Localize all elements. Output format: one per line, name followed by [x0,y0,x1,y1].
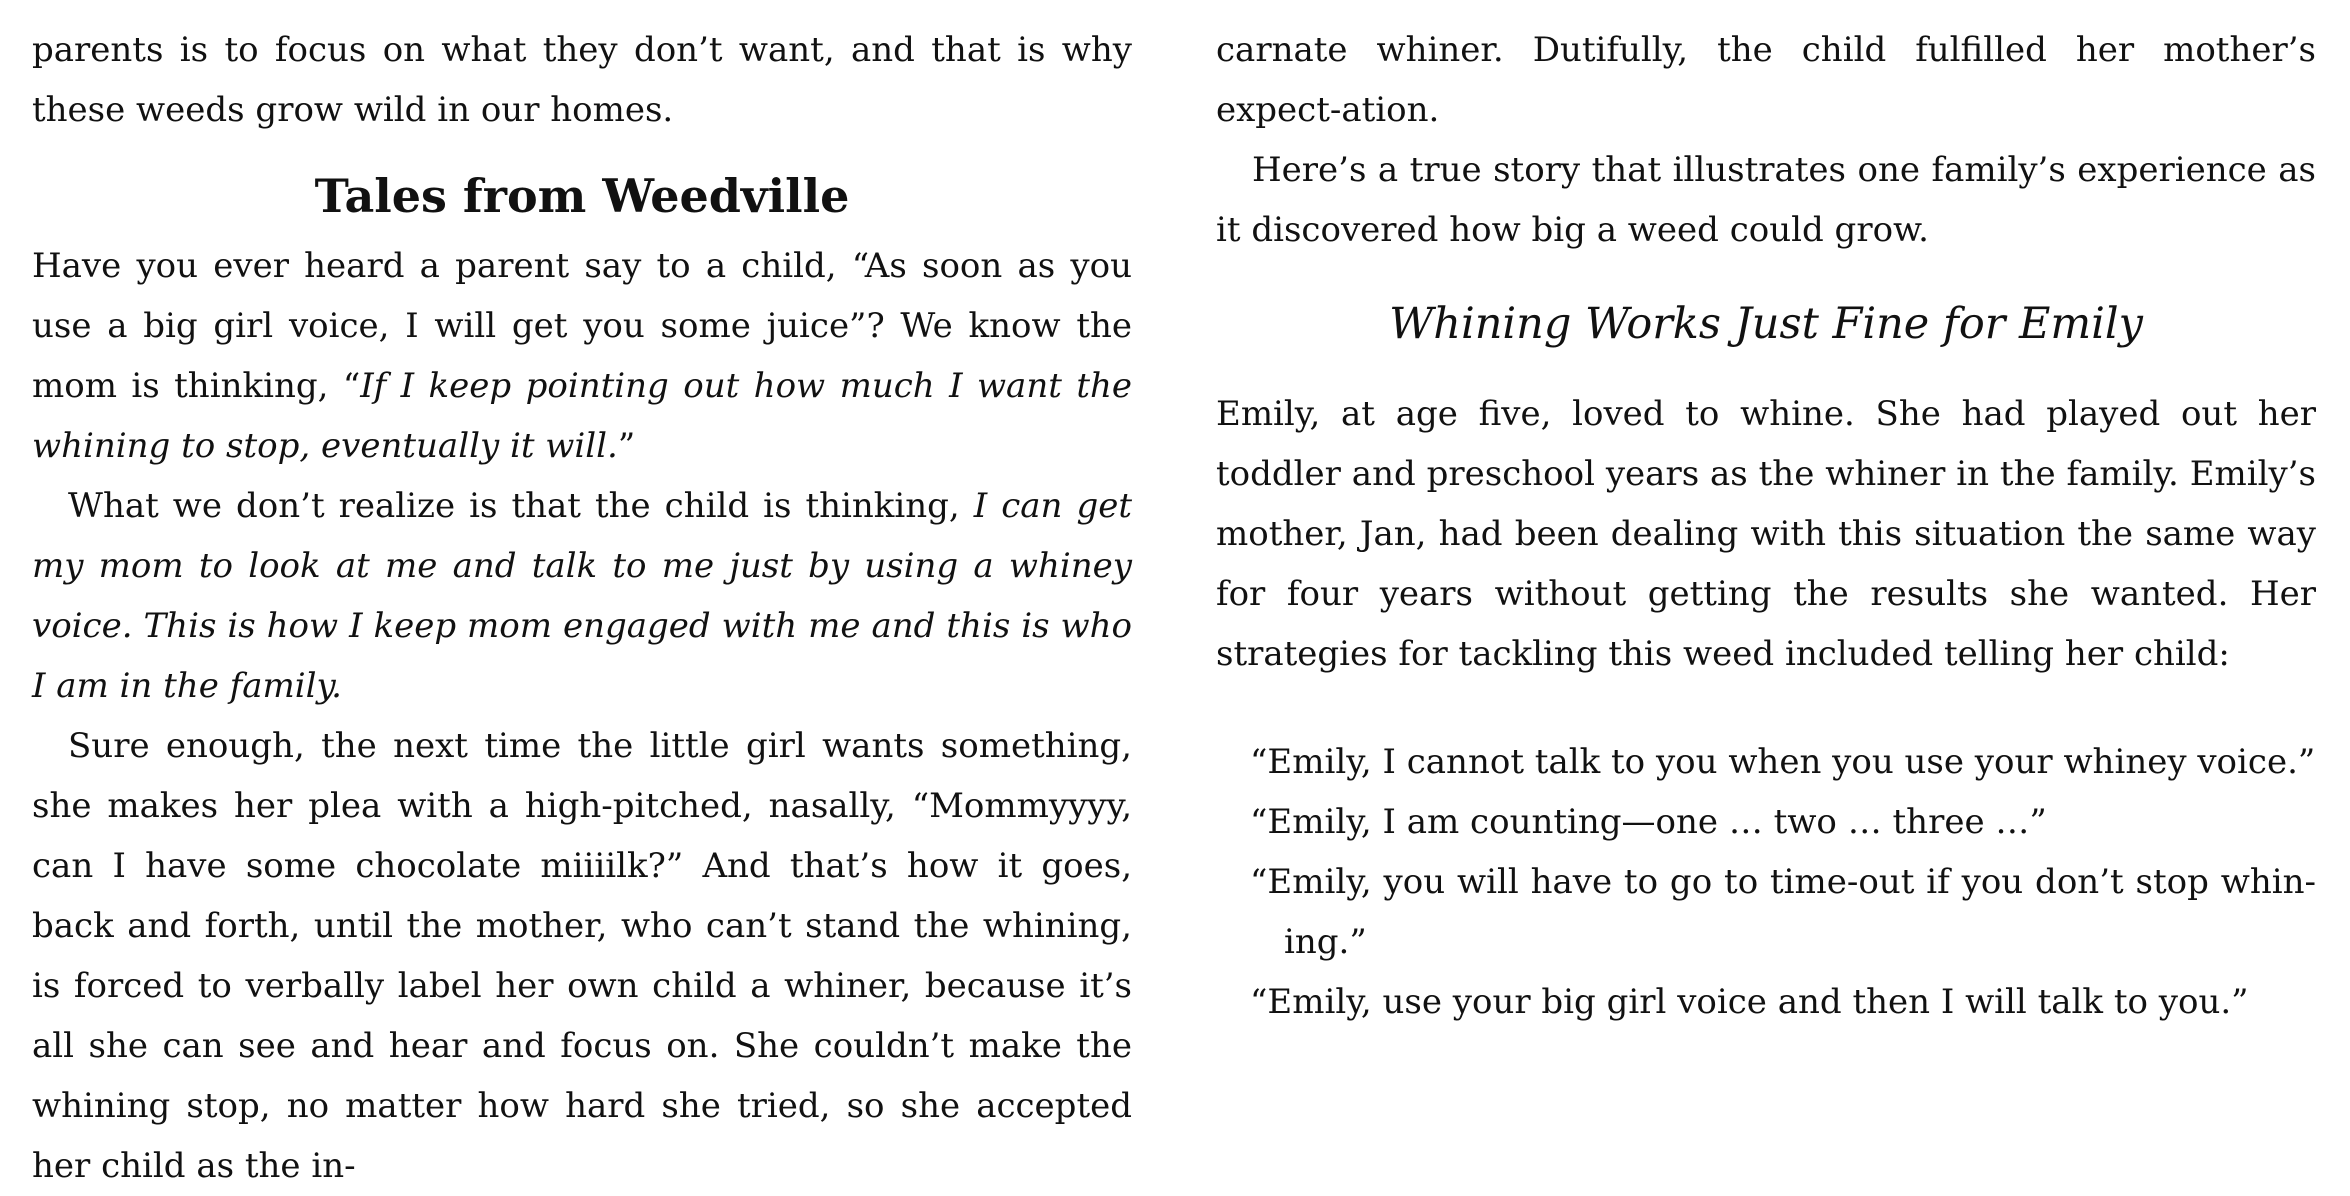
paragraph-juice-text: Have you ever heard a parent say to a child, “As soon as you use a big girl voice, I will get you some juice”? We know the mom is thinking, “ [32,246,1132,406]
quote-item: “Emily, I cannot talk to you when you use your whiney voice.” [1250,742,2316,782]
paragraph-child-thinking-text: What we don’t realize is that the child is thinking, [68,486,974,526]
paragraph-juice-close: ” [617,426,636,466]
quote-item: “Emily, I am counting—one … two … three …” [1250,802,2047,842]
continuation-paragraph: parents is to focus on what they don’t want, and that is why these weeds grow wild in our homes. [32,30,1132,130]
subheading-emily: Whining Works Just Fine for Emily [1389,299,2143,349]
section-heading: Tales from Weedville [314,169,850,223]
paragraph-child-thinking [32,476,1132,716]
paragraph-child-thinking-italic: I can get my mom to look at me and talk to me just by using a whiney voice. This is how I keep mom engaged with me and this is who I am in the family. [32,486,1132,706]
paragraph-juice [32,236,1132,476]
quote-item: “Emily, use your big girl voice and then I will talk to you.” [1250,982,2249,1022]
paragraph-true-story: Here’s a true story that illustrates one family’s experience as it discovered how big a weed could grow. [1216,150,2316,250]
paragraph-emily: Emily, at age five, loved to whine. She had played out her toddler and preschool years as the whiner in the family. Emily’s mother, Jan, had been dealing with this situation the same way for four years without getting the results she wanted. Her strategies for tackling this weed included telling her child: [1216,394,2316,674]
quote-list [1216,732,2316,1032]
paragraph-sure-enough: Sure enough, the next time the little girl wants something, she makes her plea with a high-pitched, nasally, “Mommyyyy, can I have some chocolate miiiilk?” And that’s how it goes, back and forth, until the mother, who can’t stand the whining, is forced to verbally label her own child a whiner, because it’s all she can see and hear and focus on. She couldn’t make the whining stop, no matter how hard she tried, so she accepted her child as the in- [32,726,1132,1186]
right-column [1216,20,2316,1032]
continuation-paragraph-right: carnate whiner. Dutifully, the child fulfilled her mother’s expect-ation. [1216,30,2316,130]
quote-item: “Emily, you will have to go to time-out if you don’t stop whin-ing.” [1250,862,2316,962]
left-column [32,20,1132,1196]
paragraph-juice-italic: If I keep pointing out how much I want the whining to stop, eventually it will. [32,366,1132,466]
